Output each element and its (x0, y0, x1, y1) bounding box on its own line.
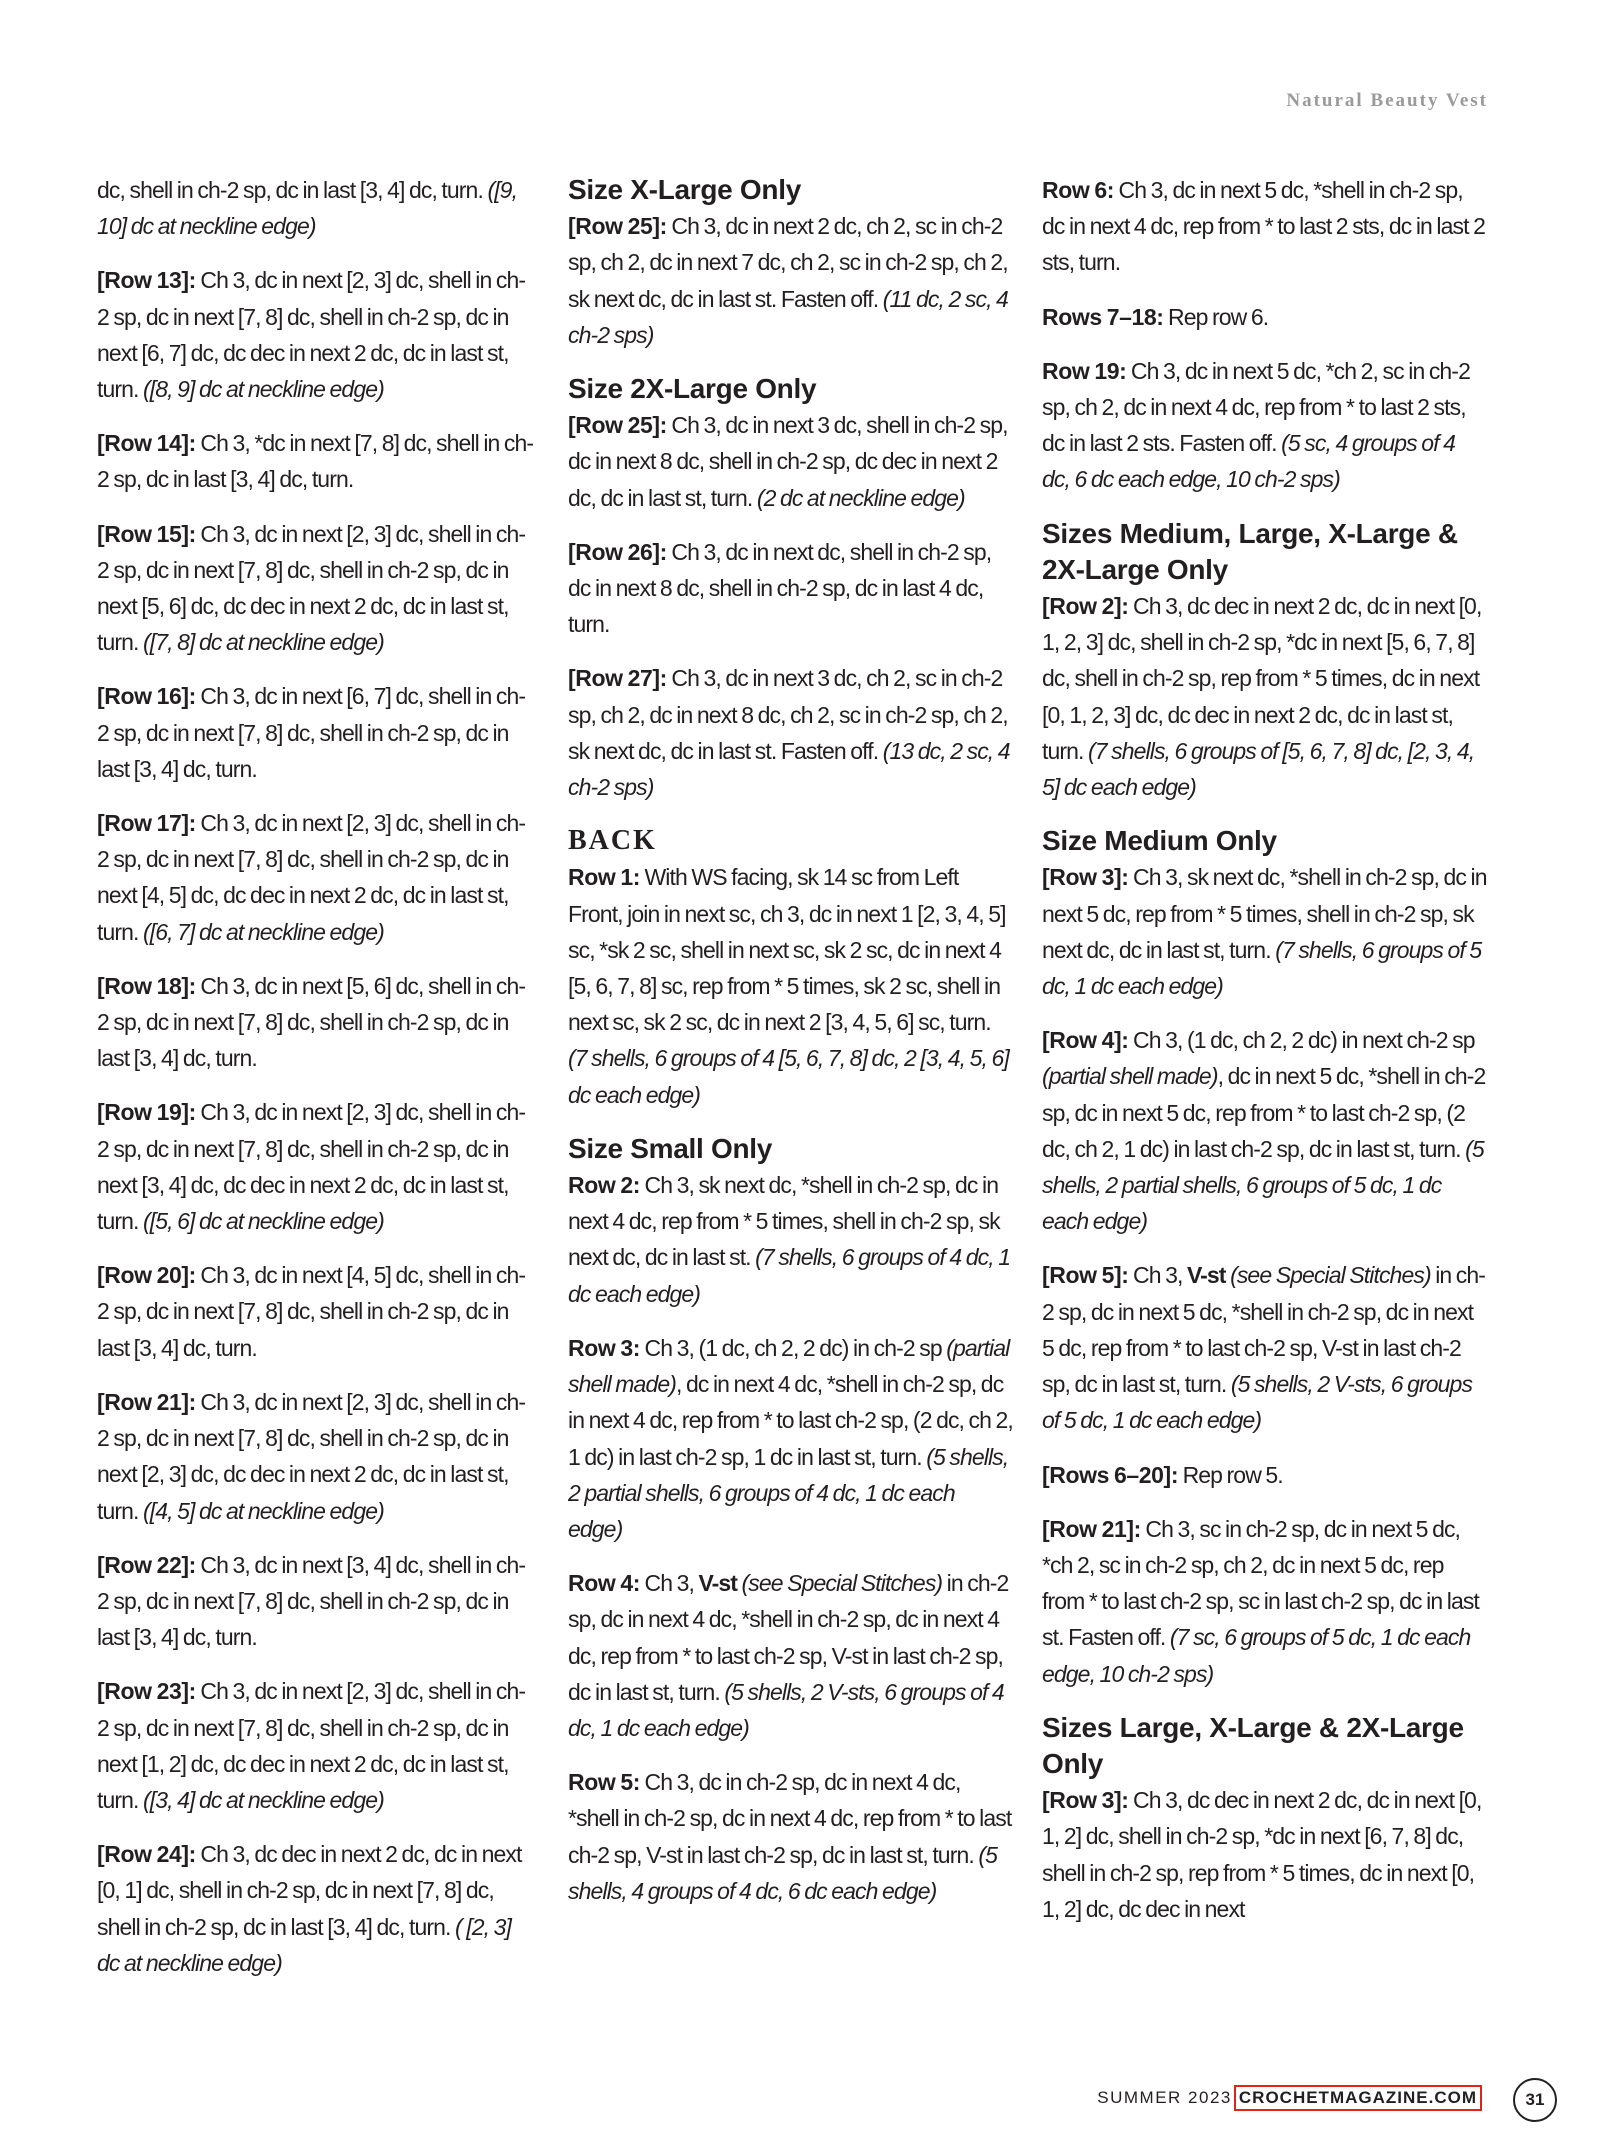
row-note: ([3, 4] dc at neckline edge) (143, 1786, 384, 1813)
pattern-row: [Row 3]: Ch 3, dc dec in next 2 dc, dc in next [0, 1, 2] dc, shell in ch-2 sp, *dc in next [6, 7, 8] dc, shell in ch-2 sp, rep from * 5 times, dc in next [0, 1, 2] dc, dc dec in next (1042, 1787, 1482, 1922)
row-label: [Row 23]: (97, 1678, 196, 1705)
section-heading: Size X-Large Only (568, 174, 801, 205)
row-label: [Row 26]: (568, 538, 667, 565)
pattern-row: Row 6: Ch 3, dc in next 5 dc, *shell in ch-2 sp, dc in next 4 dc, rep from * to last 2 sts, dc in last 2 sts, turn. (1042, 177, 1486, 276)
row-note: (7 sc, 6 groups of 5 dc, 1 dc each edge, 10 ch-2 sps) (1042, 1624, 1471, 1687)
pattern-row: Row 2: Ch 3, sk next dc, *shell in ch-2 sp, dc in next 4 dc, rep from * 5 times, shell in ch-2 sp, sk next dc, dc in last st. (7 shells, 6 groups of 4 dc, 1 dc each edge) (568, 1172, 1011, 1307)
pattern-row: Row 5: Ch 3, dc in ch-2 sp, dc in next 4 dc, *shell in ch-2 sp, dc in next 4 dc, rep from * to last ch-2 sp, V-st in last ch-2 sp, dc in last st, turn. (5 shells, 4 groups of 4 dc, 6 dc each edge) (568, 1769, 1012, 1904)
row-label: Row 5: (568, 1769, 640, 1796)
row-label: [Row 4]: (1042, 1027, 1129, 1054)
issue-date: SUMMER 2023 (1097, 2088, 1232, 2107)
pattern-row: [Row 3]: Ch 3, sk next dc, *shell in ch-2 sp, dc in next 5 dc, rep from * 5 times, shell in ch-2 sp, sk next dc, dc in last st, turn. (7 shells, 6 groups of 5 dc, 1 dc each edge) (1042, 864, 1487, 1000)
row-note: (5 sc, 4 groups of 4 dc, 6 dc each edge, 10 ch-2 sps) (1042, 430, 1456, 493)
stitch-name: V-st (1186, 1262, 1226, 1289)
row-note: (7 shells, 6 groups of 4 dc, 1 dc each edge) (568, 1244, 1011, 1307)
row-note: ([7, 8] dc at neckline edge) (143, 629, 384, 656)
row-label: [Row 13]: (97, 267, 196, 294)
pattern-row: Row 4: Ch 3, V-st (see Special Stitches) in ch-2 sp, dc in next 4 dc, *shell in ch-2 sp, dc in next 4 dc, rep from * to last ch-2 sp, V-st in last ch-2 sp, dc in last st, turn. (5 shells, 2 V-sts, 6 groups of 4 dc, 1 dc each edge) (568, 1570, 1009, 1741)
row-label: [Row 2]: (1042, 593, 1129, 620)
row-note: ([5, 6] dc at neckline edge) (143, 1208, 384, 1235)
row-label: [Row 14]: (97, 430, 196, 457)
section-heading: Size 2X-Large Only (568, 373, 817, 405)
column-3 (1042, 172, 1487, 1945)
row-note: (5 shells, 2 V-sts, 6 groups of 4 dc, 1 dc each edge) (568, 1678, 1004, 1741)
row-label: [Row 20]: (97, 1262, 196, 1289)
pattern-row: [Row 25]: Ch 3, dc in next 2 dc, ch 2, sc in ch-2 sp, ch 2, dc in next 7 dc, ch 2, sc in ch-2 sp, ch 2, sk next dc, dc in last st. Fasten off. (11 dc, 2 sc, 4 ch-2 sps) (568, 213, 1008, 348)
pattern-row: [Row 2]: Ch 3, dc dec in next 2 dc, dc in next [0, 1, 2, 3] dc, shell in ch-2 sp, *dc in next [5, 6, 7, 8] dc, shell in ch-2 sp, rep from * 5 times, dc in next [0, 1, 2, 3] dc, dc dec in next 2 dc, dc in last st, turn. (7 shells, 6 groups of [5, 6, 7, 8] dc, [2, 3, 4, 5] dc each edge) (1042, 593, 1482, 801)
row-label: [Rows 6–20]: (1042, 1461, 1179, 1488)
row-label: Row 4: (568, 1570, 640, 1597)
row-label: Row 6: (1042, 177, 1114, 203)
column-1 (97, 172, 537, 1999)
row-note: (2 dc at neckline edge) (756, 484, 965, 511)
pattern-row: [Row 23]: Ch 3, dc in next [2, 3] dc, shell in ch-2 sp, dc in next [7, 8] dc, shell in ch-2 sp, dc in next [1, 2] dc, dc dec in next 2 dc, dc in last st, turn. ([3, 4] dc at neckline edge) (97, 1678, 526, 1813)
row-label: Row 1: (568, 864, 640, 891)
row-label: [Row 18]: (97, 972, 196, 999)
row-label: [Row 25]: (568, 213, 667, 240)
row-note: (5 shells, 2 partial shells, 6 groups of 4 dc, 1 dc each edge) (568, 1443, 1009, 1542)
row-note: (7 shells, 6 groups of 5 dc, 1 dc each edge) (1042, 936, 1482, 1000)
section-heading: Size Small Only (568, 1132, 773, 1164)
row-note: (7 shells, 6 groups of 4 [5, 6, 7, 8] dc, 2 [3, 4, 5, 6] dc each edge) (568, 1045, 1009, 1108)
running-head: Natural Beauty Vest (1286, 90, 1488, 111)
pattern-row: [Row 24]: Ch 3, dc dec in next 2 dc, dc in next [0, 1] dc, shell in ch-2 sp, dc in next [7, 8] dc, shell in ch-2 sp, dc in last [3, 4] dc, turn. ( [2, 3] dc at neckline edge) (97, 1841, 522, 1976)
row-note: ([9, 10] dc at neckline edge) (97, 177, 518, 240)
row-note: (5 shells, 2 V-sts, 6 groups of 5 dc, 1 dc each edge) (1042, 1371, 1473, 1434)
row-note: (11 dc, 2 sc, 4 ch-2 sps) (568, 285, 1008, 348)
pattern-row: [Row 17]: Ch 3, dc in next [2, 3] dc, shell in ch-2 sp, dc in next [7, 8] dc, shell in ch-2 sp, dc in next [4, 5] dc, dc dec in next 2 dc, dc in last st, turn. ([6, 7] dc at neckline edge) (97, 810, 526, 945)
row-note: ( [2, 3] dc at neckline edge) (97, 1913, 511, 1976)
pattern-row: [Row 15]: Ch 3, dc in next [2, 3] dc, shell in ch-2 sp, dc in next [7, 8] dc, shell in ch-2 sp, dc in next [5, 6] dc, dc dec in next 2 dc, dc in last st, turn. ([7, 8] dc at neckline edge) (97, 520, 526, 656)
page-number: 31 (1513, 2078, 1557, 2122)
section-heading: Size Medium Only (1042, 825, 1277, 857)
row-label: [Row 16]: (97, 683, 196, 710)
pattern-row: [Row 21]: Ch 3, dc in next [2, 3] dc, shell in ch-2 sp, dc in next [7, 8] dc, shell in ch-2 sp, dc in next [2, 3] dc, dc dec in next 2 dc, dc in last st, turn. ([4, 5] dc at neckline edge) (97, 1388, 526, 1524)
pattern-row: [Row 27]: Ch 3, dc in next 3 dc, ch 2, sc in ch-2 sp, ch 2, dc in next 8 dc, ch 2, sc in ch-2 sp, ch 2, sk next dc, dc in last st. Fasten off. (13 dc, 2 sc, 4 ch-2 sps) (568, 665, 1010, 801)
pattern-row: [Rows 6–20]: Rep row 5. (1042, 1461, 1283, 1488)
section-heading-back: BACK (568, 825, 657, 857)
row-label: Rows 7–18: (1042, 303, 1164, 330)
website-link[interactable]: CROCHETMAGAZINE.COM (1234, 2085, 1482, 2111)
pattern-row: [Row 13]: Ch 3, dc in next [2, 3] dc, shell in ch-2 sp, dc in next [7, 8] dc, shell in ch-2 sp, dc in next [6, 7] dc, dc dec in next 2 dc, dc in last st, turn. ([8, 9] dc at neckline edge) (97, 267, 526, 403)
row-label: [Row 25]: (568, 412, 667, 439)
row-label: [Row 15]: (97, 520, 196, 547)
pattern-row: Row 3: Ch 3, (1 dc, ch 2, 2 dc) in ch-2 sp (partial shell made), dc in next 4 dc, *shell in ch-2 sp, dc in next 4 dc, rep from * to last ch-2 sp, (2 dc, ch 2, 1 dc) in last ch-2 sp, 1 dc in last st, turn. (5 shells, 2 partial shells, 6 groups of 4 dc, 1 dc each edge) (568, 1334, 1013, 1542)
pattern-row: [Row 26]: Ch 3, dc in next dc, shell in ch-2 sp, dc in next 8 dc, shell in ch-2 sp, dc in last 4 dc, turn. (568, 538, 992, 638)
pattern-row: [Row 20]: Ch 3, dc in next [4, 5] dc, shell in ch-2 sp, dc in next [7, 8] dc, shell in ch-2 sp, dc in last [3, 4] dc, turn. (97, 1262, 526, 1361)
pattern-row: Row 19: Ch 3, dc in next 5 dc, *ch 2, sc in ch-2 sp, ch 2, dc in next 4 dc, rep from * to last 2 sts, dc in last 2 sts. Fasten off. (5 sc, 4 groups of 4 dc, 6 dc each edge, 10 ch-2 sps) (1042, 357, 1470, 493)
pattern-row: [Row 18]: Ch 3, dc in next [5, 6] dc, shell in ch-2 sp, dc in next [7, 8] dc, shell in ch-2 sp, dc in last [3, 4] dc, turn. (97, 972, 526, 1072)
row-label: [Row 21]: (97, 1388, 196, 1415)
row-label: [Row 17]: (97, 810, 196, 837)
pattern-row: [Row 5]: Ch 3, V-st (see Special Stitches) in ch-2 sp, dc in next 5 dc, *shell in ch-2 sp, dc in next 5 dc, rep from * to last ch-2 sp, V-st in last ch-2 sp, dc in last st, turn. (5 shells, 2 V-sts, 6 groups of 5 dc, 1 dc each edge) (1042, 1262, 1486, 1434)
row-note: ([8, 9] dc at neckline edge) (143, 376, 384, 403)
column-2 (568, 172, 1013, 1927)
row-note: (13 dc, 2 sc, 4 ch-2 sps) (568, 737, 1010, 801)
row-label: [Row 3]: (1042, 1787, 1129, 1814)
page-footer (1097, 2078, 1482, 2118)
pattern-row: [Row 19]: Ch 3, dc in next [2, 3] dc, shell in ch-2 sp, dc in next [7, 8] dc, shell in ch-2 sp, dc in next [3, 4] dc, dc dec in next 2 dc, dc in last st, turn. ([5, 6] dc at neckline edge) (97, 1099, 526, 1235)
row-label: Row 19: (1042, 357, 1127, 384)
pattern-row: [Row 14]: Ch 3, *dc in next [7, 8] dc, shell in ch-2 sp, dc in last [3, 4] dc, turn. (97, 430, 534, 493)
stitch-name: V-st (698, 1570, 738, 1597)
row-note: (5 shells, 2 partial shells, 6 groups of 5 dc, 1 dc each edge) (1042, 1135, 1484, 1235)
row-label: [Row 21]: (1042, 1515, 1141, 1542)
pattern-row: [Row 4]: Ch 3, (1 dc, ch 2, 2 dc) in next ch-2 sp (partial shell made), dc in next 5 dc, *shell in ch-2 sp, dc in next 5 dc, rep from * to last ch-2 sp, (2 dc, ch 2, 1 dc) in last ch-2 sp, dc in last st, turn. (5 shells, 2 partial shells, 6 groups of 5 dc, 1 dc each edge) (1042, 1027, 1486, 1235)
row-label: [Row 22]: (97, 1551, 196, 1578)
row-note: ([6, 7] dc at neckline edge) (143, 918, 384, 945)
pattern-row: Row 1: With WS facing, sk 14 sc from Left Front, join in next sc, ch 3, dc in next 1 [2, 3, 4, 5] sc, *sk 2 sc, shell in next sc, sk 2 sc, dc in next 4 [5, 6, 7, 8] sc, rep from * 5 times, sk 2 sc, shell in next sc, sk 2 sc, dc in next 2 [3, 4, 5, 6] sc, turn. (7 shells, 6 groups of 4 [5, 6, 7, 8] dc, 2 [3, 4, 5, 6] dc each edge) (568, 864, 1009, 1108)
row-label: [Row 19]: (97, 1099, 196, 1126)
row-label: [Row 5]: (1042, 1262, 1129, 1289)
row-label: [Row 24]: (97, 1841, 196, 1868)
pattern-row: [Row 21]: Ch 3, sc in ch-2 sp, dc in next 5 dc, *ch 2, sc in ch-2 sp, ch 2, dc in next 5 dc, rep from * to last ch-2 sp, sc in last ch-2 sp, dc in last st. Fasten off. (7 sc, 6 groups of 5 dc, 1 dc each edge, 10 ch-2 sps) (1042, 1515, 1479, 1687)
section-heading: Sizes Medium, Large, X-Large & 2X-Large Only (1042, 517, 1458, 585)
row-label: [Row 3]: (1042, 864, 1129, 891)
row-note: ([4, 5] dc at neckline edge) (143, 1497, 384, 1524)
row-label: Row 3: (568, 1334, 640, 1361)
row-label: Row 2: (568, 1172, 640, 1199)
row-note: (7 shells, 6 groups of [5, 6, 7, 8] dc, [2, 3, 4, 5] dc each edge) (1042, 737, 1475, 801)
section-heading: Sizes Large, X-Large & 2X-Large Only (1042, 1711, 1464, 1779)
pattern-row: Rows 7–18: Rep row 6. (1042, 303, 1269, 330)
pattern-row: [Row 16]: Ch 3, dc in next [6, 7] dc, shell in ch-2 sp, dc in next [7, 8] dc, shell in ch-2 sp, dc in last [3, 4] dc, turn. (97, 683, 526, 782)
row-note: (5 shells, 4 groups of 4 dc, 6 dc each edge) (568, 1841, 997, 1904)
pattern-row: [Row 25]: Ch 3, dc in next 3 dc, shell in ch-2 sp, dc in next 8 dc, shell in ch-2 sp, dc dec in next 2 dc, dc in last st, turn. (2 dc at neckline edge) (568, 412, 1008, 511)
pattern-paragraph: dc, shell in ch-2 sp, dc in last [3, 4] dc, turn. ([9, 10] dc at neckline edge) (97, 177, 518, 240)
row-label: [Row 27]: (568, 665, 667, 692)
pattern-row: [Row 22]: Ch 3, dc in next [3, 4] dc, shell in ch-2 sp, dc in next [7, 8] dc, shell in ch-2 sp, dc in last [3, 4] dc, turn. (97, 1551, 526, 1651)
